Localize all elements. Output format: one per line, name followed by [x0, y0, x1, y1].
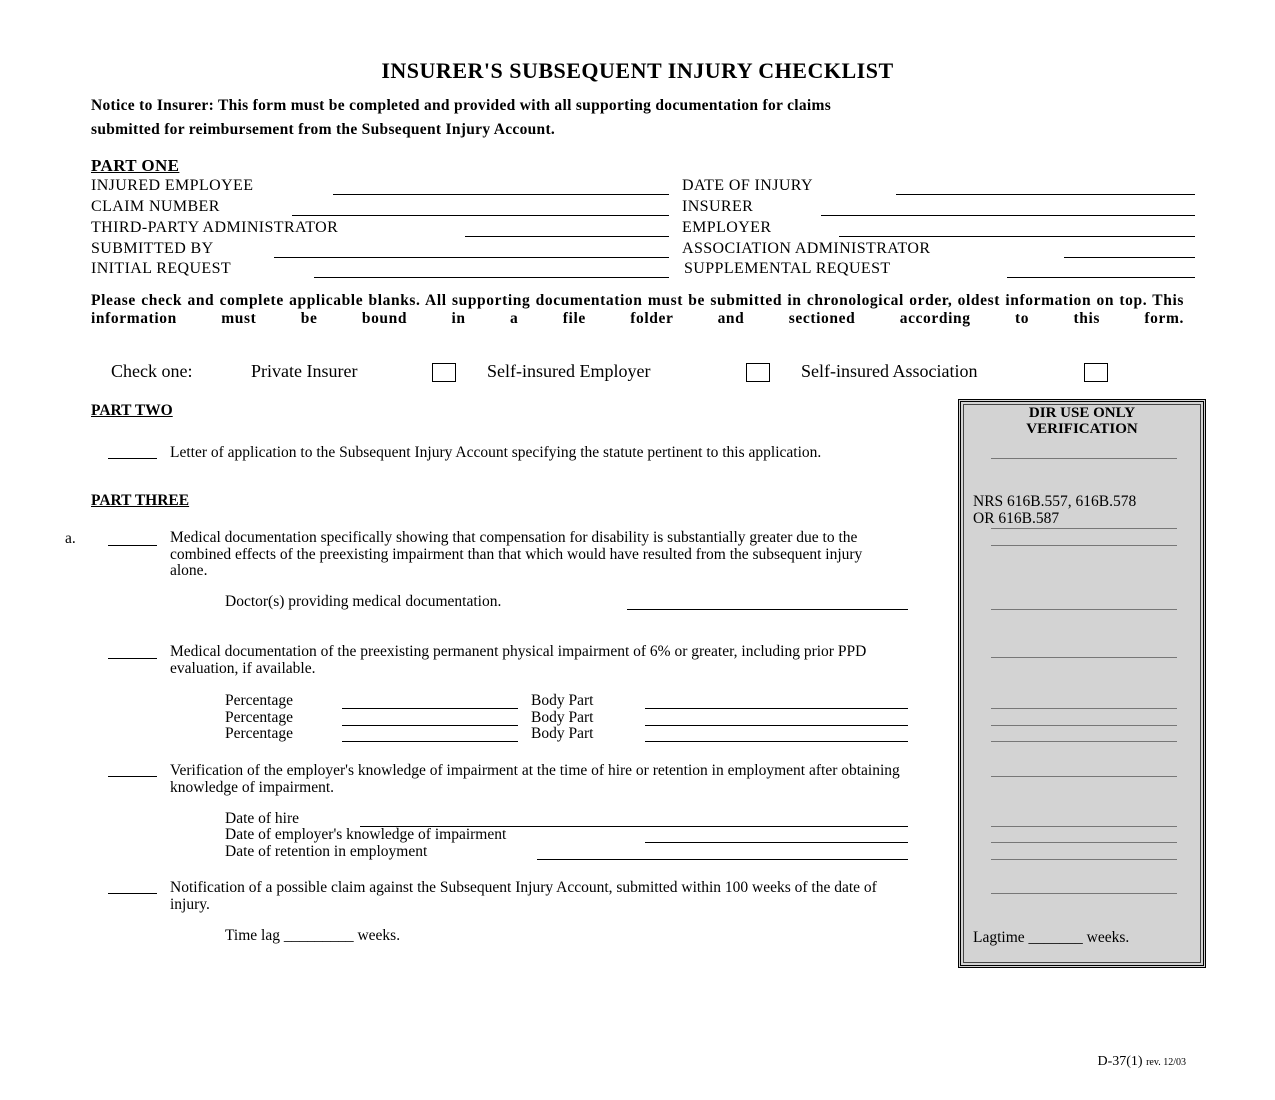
dir-verify-line-nrs[interactable] [991, 528, 1177, 529]
item-d-check-blank[interactable] [108, 893, 157, 894]
tpa-field[interactable] [465, 236, 669, 237]
private-insurer-checkbox[interactable] [432, 363, 456, 382]
submitted-by-field[interactable] [274, 257, 669, 258]
item-b-check-blank[interactable] [108, 658, 157, 659]
percentage-field-3[interactable] [342, 741, 518, 742]
date-retention-label: Date of retention in employment [225, 843, 428, 860]
percentage-field-2[interactable] [342, 725, 518, 726]
dir-verify-line-knowledge[interactable] [991, 842, 1177, 843]
dir-title-line-1: DIR USE ONLY [1028, 405, 1136, 421]
date-of-injury-field[interactable] [896, 194, 1195, 195]
supplemental-request-field[interactable] [1007, 277, 1195, 278]
self-insured-association-checkbox[interactable] [1084, 363, 1108, 382]
body-part-field-1[interactable] [645, 708, 908, 709]
dir-nrs-line-1: NRS 616B.557, 616B.578 [973, 493, 1137, 510]
percentage-label-2: Percentage [225, 709, 293, 726]
time-lag: Time lag _________ weeks. [225, 927, 401, 944]
submitted-by-label: SUBMITTED BY [91, 240, 214, 257]
item-c-text: Verification of the employer's knowledge of impairment at the time of hire or retention in employment after obtaining knowledge of impairment. [170, 762, 900, 796]
dir-verify-line-retention[interactable] [991, 859, 1177, 860]
item-a-text: Medical documentation specifically showing that compensation for disability is substantially greater due to the combined effects of the preexisting impairment than that which would have resulted from the subsequent injury alone. [170, 529, 863, 579]
dir-use-only-panel [958, 399, 1206, 968]
dir-verify-line-part-two[interactable] [991, 458, 1177, 459]
body-part-field-3[interactable] [645, 741, 908, 742]
dir-nrs-text [973, 494, 1136, 527]
self-insured-employer-checkbox[interactable] [746, 363, 770, 382]
employer-field[interactable] [839, 236, 1195, 237]
instructions: Please check and complete applicable blanks. All supporting documentation must be submitted in chronological order, oldest information on top. This information must be bound in a file folder and sectioned according to this form. [91, 292, 1184, 327]
percentage-label-1: Percentage [225, 692, 293, 709]
dir-verify-line-d[interactable] [991, 893, 1177, 894]
notice-line-1: Notice to Insurer: This form must be completed and provided with all supporting documentation for claims [91, 97, 832, 114]
dir-panel-inner-border [963, 404, 1201, 963]
dir-verify-line-a[interactable] [991, 545, 1177, 546]
item-a-marker: a. [65, 530, 76, 547]
form-revision: rev. 12/03 [1146, 1057, 1186, 1068]
item-b-text: Medical documentation of the preexisting permanent physical impairment of 6% or greater, including prior PPD evaluation, if available. [170, 643, 867, 677]
dir-verify-line-hire[interactable] [991, 826, 1177, 827]
check-one-label: Check one: [111, 361, 193, 381]
claim-number-field[interactable] [292, 215, 669, 216]
supplemental-request-label: SUPPLEMENTAL REQUEST [684, 260, 891, 277]
form-id: D-37(1) [1097, 1054, 1143, 1069]
dir-verify-line-pct-3[interactable] [991, 741, 1177, 742]
body-part-label-3: Body Part [531, 725, 594, 742]
self-insured-employer-label: Self-insured Employer [487, 361, 651, 381]
part-two-check-blank[interactable] [108, 458, 157, 459]
dir-verify-line-c[interactable] [991, 776, 1177, 777]
insurer-label: INSURER [682, 198, 754, 215]
claim-number-label: CLAIM NUMBER [91, 198, 220, 215]
dir-verify-line-pct-2[interactable] [991, 725, 1177, 726]
part-two-heading: PART TWO [91, 402, 173, 419]
dir-verify-line-doctors[interactable] [991, 609, 1177, 610]
tpa-label: THIRD-PARTY ADMINISTRATOR [91, 219, 339, 236]
initial-request-label: INITIAL REQUEST [91, 260, 232, 277]
association-administrator-label: ASSOCIATION ADMINISTRATOR [682, 240, 931, 257]
body-part-label-1: Body Part [531, 692, 594, 709]
item-c-check-blank[interactable] [108, 776, 157, 777]
doctors-field[interactable] [627, 609, 908, 610]
percentage-label-3: Percentage [225, 725, 293, 742]
employer-label: EMPLOYER [682, 219, 772, 236]
initial-request-field[interactable] [314, 277, 669, 278]
injured-employee-label: INJURED EMPLOYEE [91, 177, 254, 194]
item-a-check-blank[interactable] [108, 545, 157, 546]
date-retention-field[interactable] [537, 859, 908, 860]
body-part-label-2: Body Part [531, 709, 594, 726]
part-three-heading: PART THREE [91, 492, 190, 509]
dir-verify-line-pct-1[interactable] [991, 708, 1177, 709]
private-insurer-label: Private Insurer [251, 361, 358, 381]
association-administrator-field[interactable] [1064, 257, 1195, 258]
date-knowledge-field[interactable] [645, 842, 908, 843]
doctors-label: Doctor(s) providing medical documentation. [225, 593, 502, 610]
percentage-field-1[interactable] [342, 708, 518, 709]
insurer-field[interactable] [821, 215, 1195, 216]
self-insured-association-label: Self-insured Association [801, 361, 978, 381]
date-of-hire-label: Date of hire [225, 810, 300, 827]
injured-employee-field[interactable] [333, 194, 669, 195]
dir-nrs-line-2: OR 616B.587 [973, 509, 1060, 527]
dir-verify-line-b[interactable] [991, 657, 1177, 658]
notice-line-2: submitted for reimbursement from the Subsequent Injury Account. [91, 121, 556, 138]
item-d-text: Notification of a possible claim against the Subsequent Injury Account, submitted within 100 weeks of the date of injury. [170, 879, 877, 913]
dir-title-line-2: VERIFICATION [1026, 421, 1138, 437]
form-footer [1097, 1054, 1186, 1070]
body-part-field-2[interactable] [645, 725, 908, 726]
dir-lagtime: Lagtime _______ weeks. [973, 929, 1130, 946]
date-of-injury-label: DATE OF INJURY [682, 177, 813, 194]
date-knowledge-label: Date of employer's knowledge of impairment [225, 826, 507, 843]
part-two-item: Letter of application to the Subsequent Injury Account specifying the statute pertinent to this application. [170, 444, 822, 461]
part-one-heading: PART ONE [91, 156, 180, 175]
form-title: INSURER'S SUBSEQUENT INJURY CHECKLIST [381, 58, 894, 83]
